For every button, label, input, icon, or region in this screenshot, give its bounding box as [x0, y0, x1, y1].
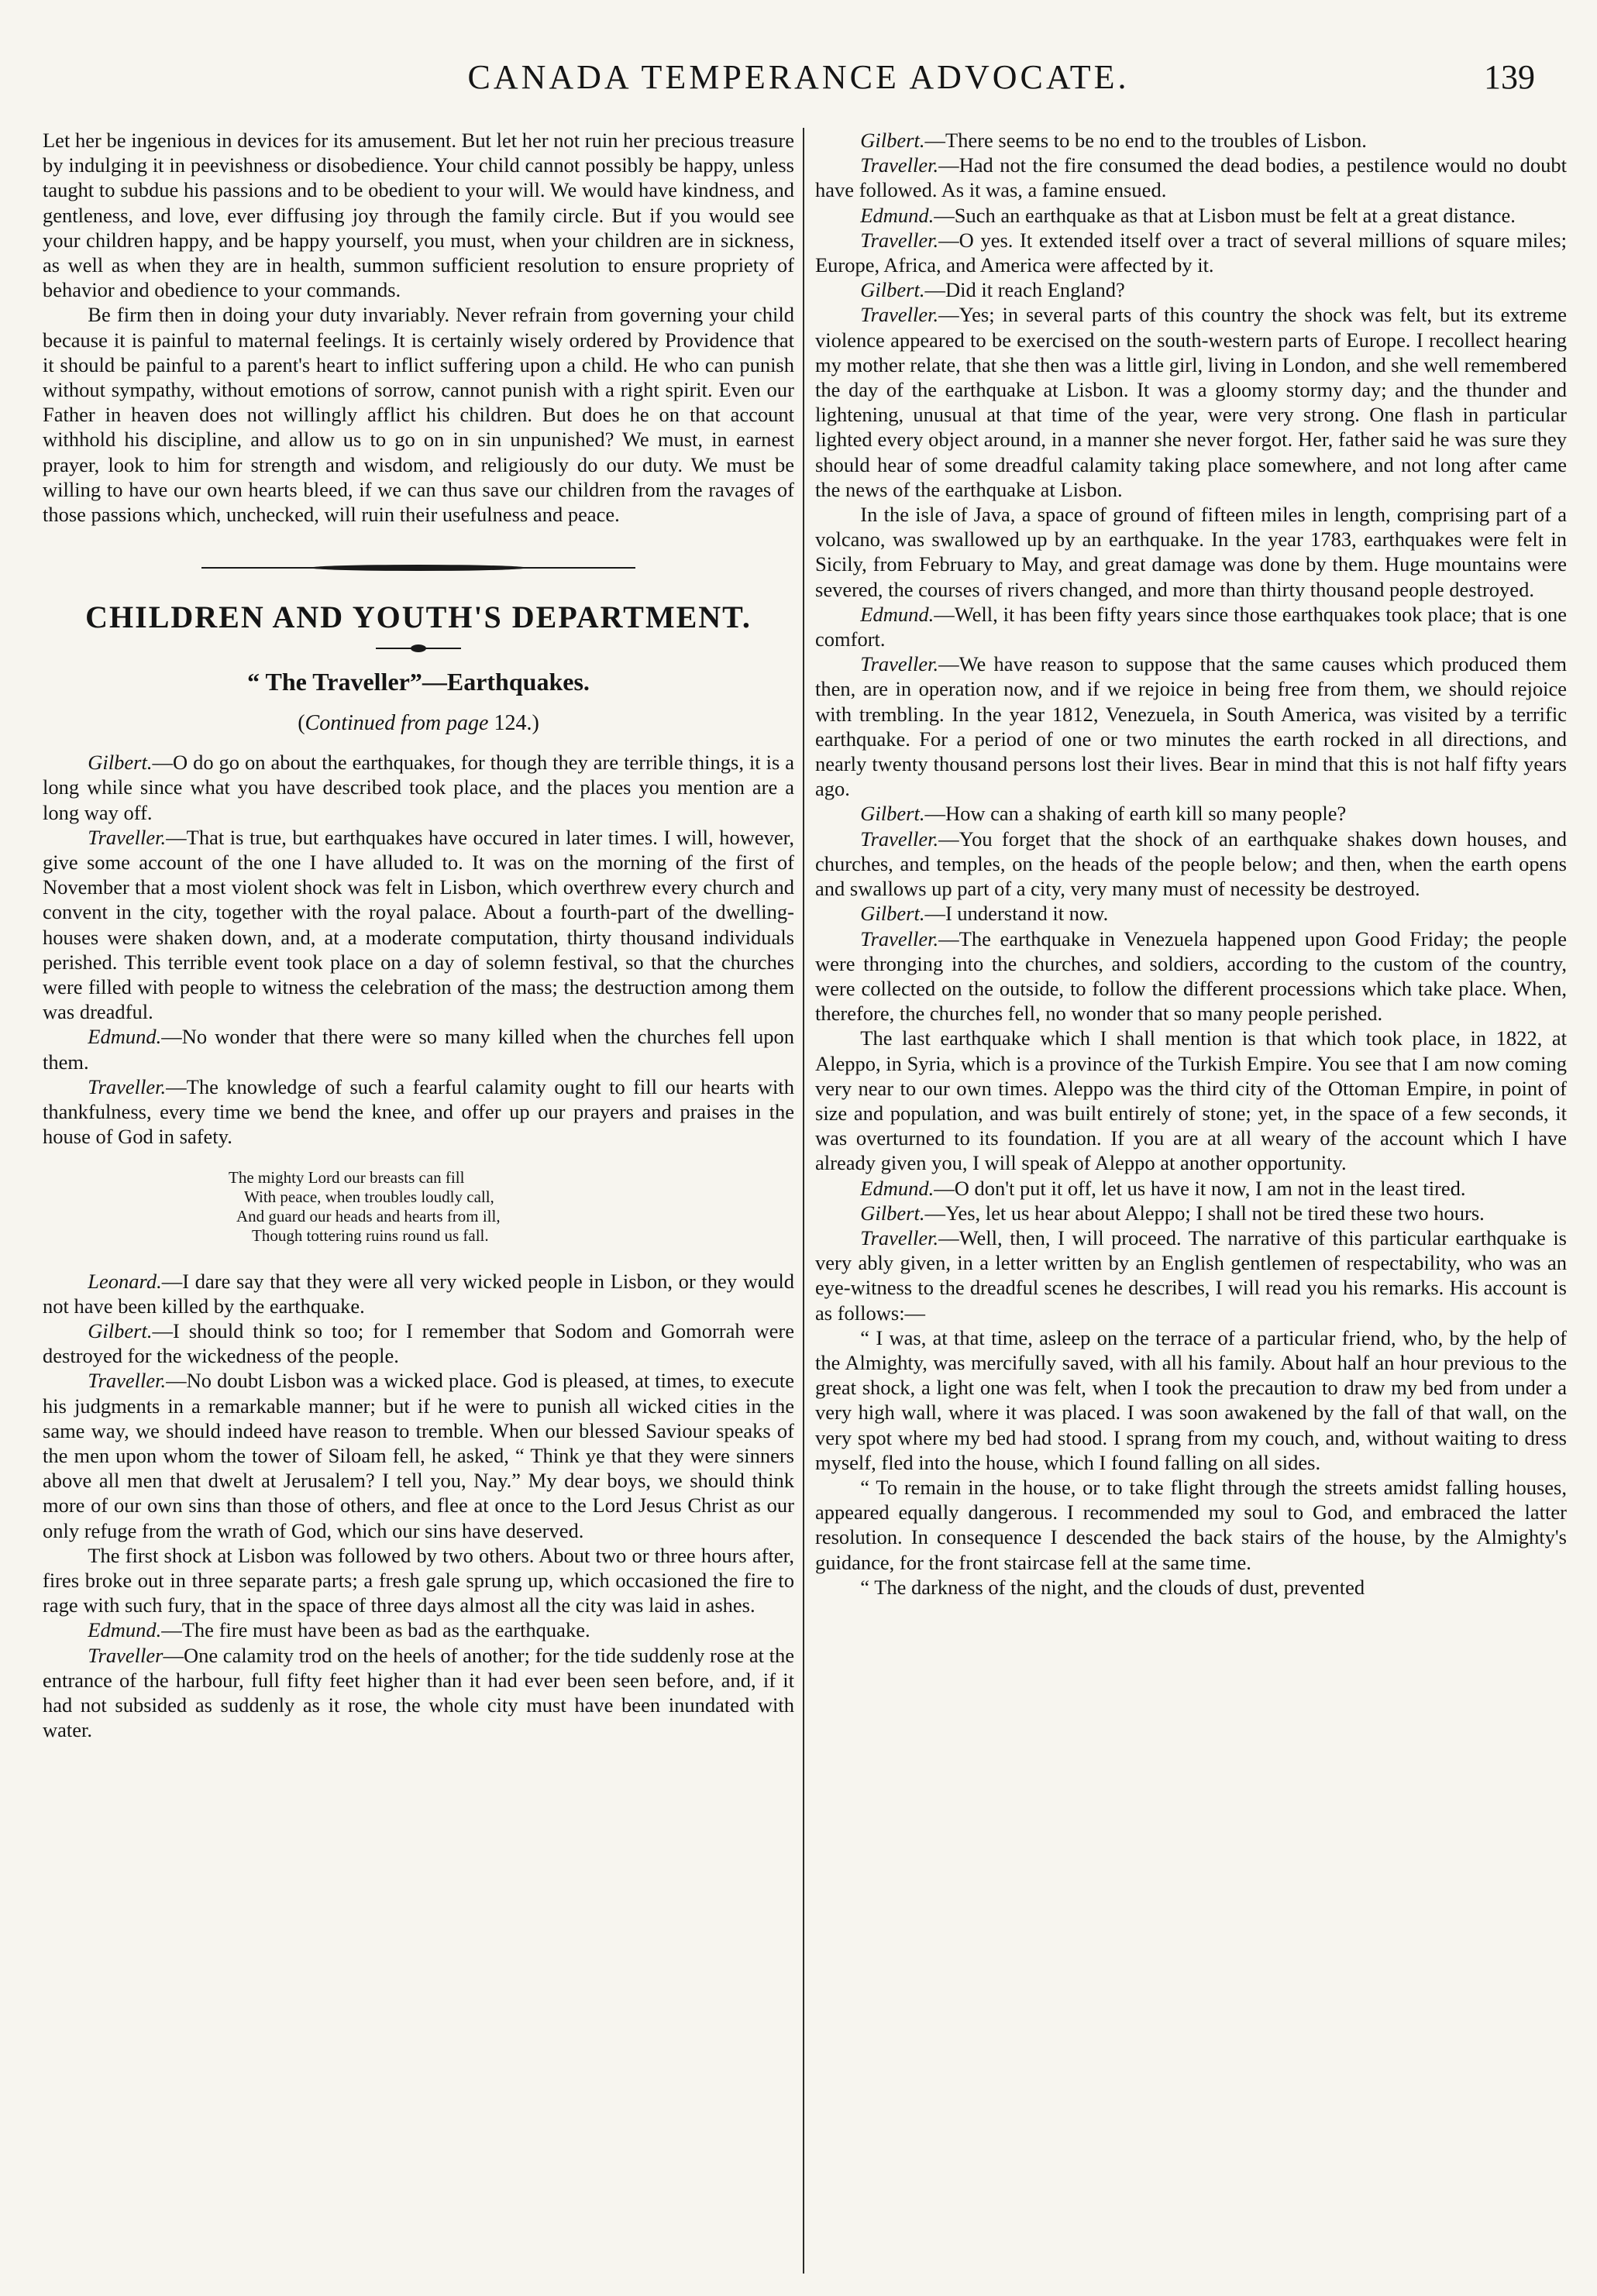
left-column	[43, 128, 794, 2274]
running-head	[0, 54, 1597, 101]
speaker: Traveller.	[88, 825, 167, 849]
speaker: Edmund.	[860, 1176, 934, 1200]
speaker: Gilbert.	[860, 278, 925, 302]
speaker: Gilbert.	[860, 902, 925, 926]
dialogue-paragraph: Edmund.—No wonder that there were so many killed when the churches fell upon them.	[43, 1025, 794, 1074]
quote-paragraph: “ The darkness of the night, and the clouds of dust, prevented	[860, 1575, 1365, 1599]
article-title: “ The Traveller”—Earthquakes.	[247, 668, 590, 696]
speaker: Edmund.	[88, 1025, 162, 1049]
dialogue-paragraph: Traveller.—O yes. It extended itself over a tract of several millions of square miles; Europe, Africa, and America were affected by it.	[815, 228, 1567, 277]
speaker: Traveller.	[860, 1225, 939, 1249]
dialogue-paragraph: Traveller.—The knowledge of such a fearful calamity ought to fill our hearts with thankfulness, every time we bend the knee, and offer up our prayers and praises in the house of God in safety.	[43, 1074, 794, 1149]
dialogue-paragraph: Traveller.—We have reason to suppose that the same causes which produced them then, are in operation now, and if we rejoice in being free from them, we should rejoice with trembling. In the year 1812, Venezuela, in South America, was visited by a terrific earthquake. For a period of one or two minutes the earth rocked in all directions, and nearly twenty thousand persons lost their lives. Bear in mind that this is not half fifty years ago.	[815, 652, 1567, 801]
section-divider	[201, 564, 635, 572]
dialogue-paragraph: Gilbert.—Yes, let us hear about Aleppo; I shall not be tired these two hours.	[860, 1201, 1485, 1225]
dialogue-paragraph: Traveller.—That is true, but earthquakes have occured in later times. I will, however, give some account of the one I have alluded to. It was on the morning of the first of November that a most violent shock was felt in Lisbon, which overthrew every church and convent in the city, together with the royal palace. About a fourth-part of the dwelling-houses were shaken down, and, at a moderate computation, thirty thousand individuals perished. This terrible event took place on a day of solemn festival, so that the churches were filled with people to witness the celebration of the mass; the destruction among them was dreadful.	[43, 825, 794, 1024]
dialogue-paragraph: Edmund.—Well, it has been fifty years since those earthquakes took place; that is one comfort.	[815, 602, 1567, 651]
column-rule	[803, 128, 804, 2274]
publication-title: CANADA TEMPERANCE ADVOCATE.	[467, 58, 1130, 96]
dialogue-paragraph: Traveller.—No doubt Lisbon was a wicked place. God is pleased, at times, to execute his judgments in a remarkable manner; but if he were to punish all wicked cities in the same way, we should indeed have reason to tremble. When our blessed Saviour speaks of the men upon whom the tower of Siloam fell, he asked, “ Think ye that they were sinners above all men that dwelt at Jerusalem? I tell you, Nay.” My dear boys, we should think more of our own sins than those of others, and flee at once to the Lord Jesus Christ as our only refuge from the wrath of God, which our sins have deserved.	[43, 1369, 794, 1542]
speaker: Traveller.	[860, 228, 939, 252]
dialogue-paragraph: Gilbert.—I understand it now.	[860, 902, 1109, 926]
body-paragraph: The first shock at Lisbon was followed by two others. About two or three hours after, fires broke out in three separate parts; a fresh gale sprung up, which occasioned the fire to rage with such fury, that in the space of three days almost all the city was laid in ashes.	[43, 1543, 794, 1617]
speaker: Traveller.	[88, 1369, 167, 1393]
body-paragraph: The last earthquake which I shall mention is that which took place, in 1822, at Aleppo, in Syria, which is a province of the Turkish Empire. You see that I am now coming very near to our own times. Aleppo was the third city of the Ottoman Empire, in point of size and population, and was built entirely of stone; yet, in the space of a few seconds, it was overturned to its foundation. If you are at all weary of the account which I have already given you, I will speak of Aleppo at another opportunity.	[815, 1026, 1567, 1175]
speaker: Traveller.	[860, 303, 939, 327]
dialogue-paragraph: Edmund.—The fire must have been as bad as the earthquake.	[88, 1618, 590, 1642]
speaker: Gilbert.	[860, 1201, 925, 1225]
ornament-rule	[376, 648, 461, 649]
quote-paragraph: “ To remain in the house, or to take flight through the streets amidst falling houses, appeared equally dangerous. I recommended my soul to God, and embraced the latter resolution. In consequence I descended the back stairs of the house, by the Almighty's guidance, for the front staircase fell at the same time.	[815, 1475, 1567, 1574]
dialogue-paragraph: Gilbert.—Did it reach England?	[860, 278, 1125, 302]
poem-line: And guard our heads and hearts from ill,	[236, 1206, 501, 1225]
dialogue-paragraph: Traveller.—Had not the fire consumed the dead bodies, a pestilence would no doubt have followed. As it was, a famine ensued.	[815, 153, 1567, 202]
dialogue-paragraph: Traveller.—Well, then, I will proceed. The narrative of this particular earthquake is very ably given, in a letter written by an English gentlemen of respectability, who was an eye-witness to the dreadful scenes he describes, I will read you his remarks. His account is as follows:—	[815, 1225, 1567, 1325]
speaker: Traveller.	[860, 827, 939, 851]
speaker: Traveller.	[88, 1074, 167, 1098]
dialogue-paragraph: Edmund.—Such an earthquake as that at Lisbon must be felt at a great distance.	[860, 203, 1516, 227]
dialogue-paragraph: Leonard.—I dare say that they were all very wicked people in Lisbon, or they would not have been killed by the earthquake.	[43, 1269, 794, 1318]
dialogue-paragraph: Traveller.—The earthquake in Venezuela happened upon Good Friday; the people were thronging into the churches, and soldiers, according to the custom of the country, were collected on the outside, to follow the different processions which take place. When, therefore, the churches fell, no wonder that so many people perished.	[815, 926, 1567, 1026]
speaker: Gilbert.	[88, 1318, 153, 1342]
dialogue-paragraph: Traveller—One calamity trod on the heels of another; for the tide suddenly rose at the entrance of the harbour, full fifty feet higher than it had ever been seen before, and, if it had not subsided as suddenly as it rose, the whole city must have been inundated with water.	[43, 1643, 794, 1742]
poem-line: The mighty Lord our breasts can fill	[229, 1167, 465, 1187]
department-heading: CHILDREN AND YOUTH'S DEPARTMENT.	[85, 600, 752, 635]
page-number: 139	[1484, 58, 1535, 96]
speaker: Leonard.	[88, 1269, 162, 1293]
continued-note: (Continued from page 124.)	[298, 711, 539, 736]
poem-line: Though tottering ruins round us fall.	[252, 1225, 489, 1245]
right-column	[815, 128, 1567, 2274]
speaker: Edmund.	[860, 602, 934, 626]
dialogue-paragraph: Gilbert.—I should think so too; for I remember that Sodom and Gomorrah were destroyed for the wickedness of the people.	[43, 1318, 794, 1368]
dialogue-paragraph: Gilbert.—O do go on about the earthquakes, for though they are terrible things, it is a long while since what you have described took place, and the places you mention are a long way off.	[43, 751, 794, 824]
speaker: Gilbert.	[860, 802, 925, 826]
intro-paragraph: Be firm then in doing your duty invariably. Never refrain from governing your child because it is painful to maternal feelings. It is certainly wisely ordered by Providence that it should be painful to a parent's heart to inflict suffering upon a child. He who can punish without sympathy, without emotions of sorrow, cannot punish with a right spirit. Even our Father in heaven does not willingly afflict his children. But does he on that account withhold his discipline, and allow us to go on in sin unpunished? We must, in earnest prayer, look to him for strength and wisdom, and religiously do our duty. We must be willing to have our own hearts bleed, if we can thus save our children from the ravages of those passions which, unchecked, will ruin their usefulness and peace.	[43, 303, 794, 527]
speaker: Traveller.	[860, 652, 939, 676]
speaker: Gilbert.	[860, 129, 925, 152]
speaker: Traveller.	[860, 926, 939, 950]
poem-stanza	[43, 1168, 794, 1246]
dialogue-paragraph: Edmund.—O don't put it off, let us have it now, I am not in the least tired.	[860, 1176, 1466, 1200]
speaker: Gilbert.	[88, 751, 153, 775]
quote-paragraph: “ I was, at that time, asleep on the terrace of a particular friend, who, by the help of the Almighty, was mercifully saved, with all his family. About half an hour previous to the great shock, a light one was felt, when I took the precaution to draw my bed from under a very high wall, where it was placed. I was soon awakened by the fall of that wall, on the very spot where my bed had stood. I sprang from my couch, and, without waiting to dress myself, fled into the house, which I found falling on all sides.	[815, 1325, 1567, 1474]
speaker: Edmund.	[88, 1618, 162, 1642]
intro-paragraph: Let her be ingenious in devices for its amusement. But let her not ruin her precious treasure by indulging it in peevishness or disobedience. Your child cannot possibly be happy, unless taught to subdue his passions and to be obedient to your will. We would have kindness, and gentleness, and love, ever diffusing joy through the family circle. But if you would see your children happy, and be happy yourself, you must, when your children are in sickness, as well as when they are in health, summon sufficient resolution to ensure propriety of behavior and obedience to your commands.	[43, 129, 794, 302]
speaker: Traveller.	[860, 153, 939, 177]
speaker: Edmund.	[860, 203, 934, 227]
dialogue-paragraph: Traveller.—Yes; in several parts of this country the shock was felt, but its extreme violence appeared to be exercised on the south-western parts of Europe. I recollect hearing my mother relate, that she then was a little girl, living in London, and she well remembered the day of the earthquake at Lisbon. It was a gloomy stormy day; and the thunder and lightening, unusual at that time of the year, were very strong. One flash in particular lighted every object around, in a manner she never forgot. Her, father said he was sure they should hear of some dreadful calamity taking place somewhere, and not long after came the news of the earthquake at Lisbon.	[815, 303, 1567, 501]
dialogue-paragraph: Gilbert.—How can a shaking of earth kill so many people?	[860, 802, 1347, 826]
poem-line: With peace, when troubles loudly call,	[244, 1187, 494, 1206]
dialogue-paragraph: Gilbert.—There seems to be no end to the troubles of Lisbon.	[860, 129, 1367, 152]
dialogue-paragraph: Traveller.—You forget that the shock of an earthquake shakes down houses, and churches, and temples, on the heads of the people below; and then, when the earth opens and swallows up part of a city, very many must of necessity be destroyed.	[815, 827, 1567, 901]
speaker: Traveller	[88, 1643, 163, 1667]
body-paragraph: In the isle of Java, a space of ground of fifteen miles in length, comprising part of a volcano, was swallowed up by an earthquake. In the year 1783, earthquakes were felt in Sicily, from February to May, and great damage was done by them. Huge mountains were severed, the courses of rivers changed, and more than thirty thousand people destroyed.	[815, 503, 1567, 601]
